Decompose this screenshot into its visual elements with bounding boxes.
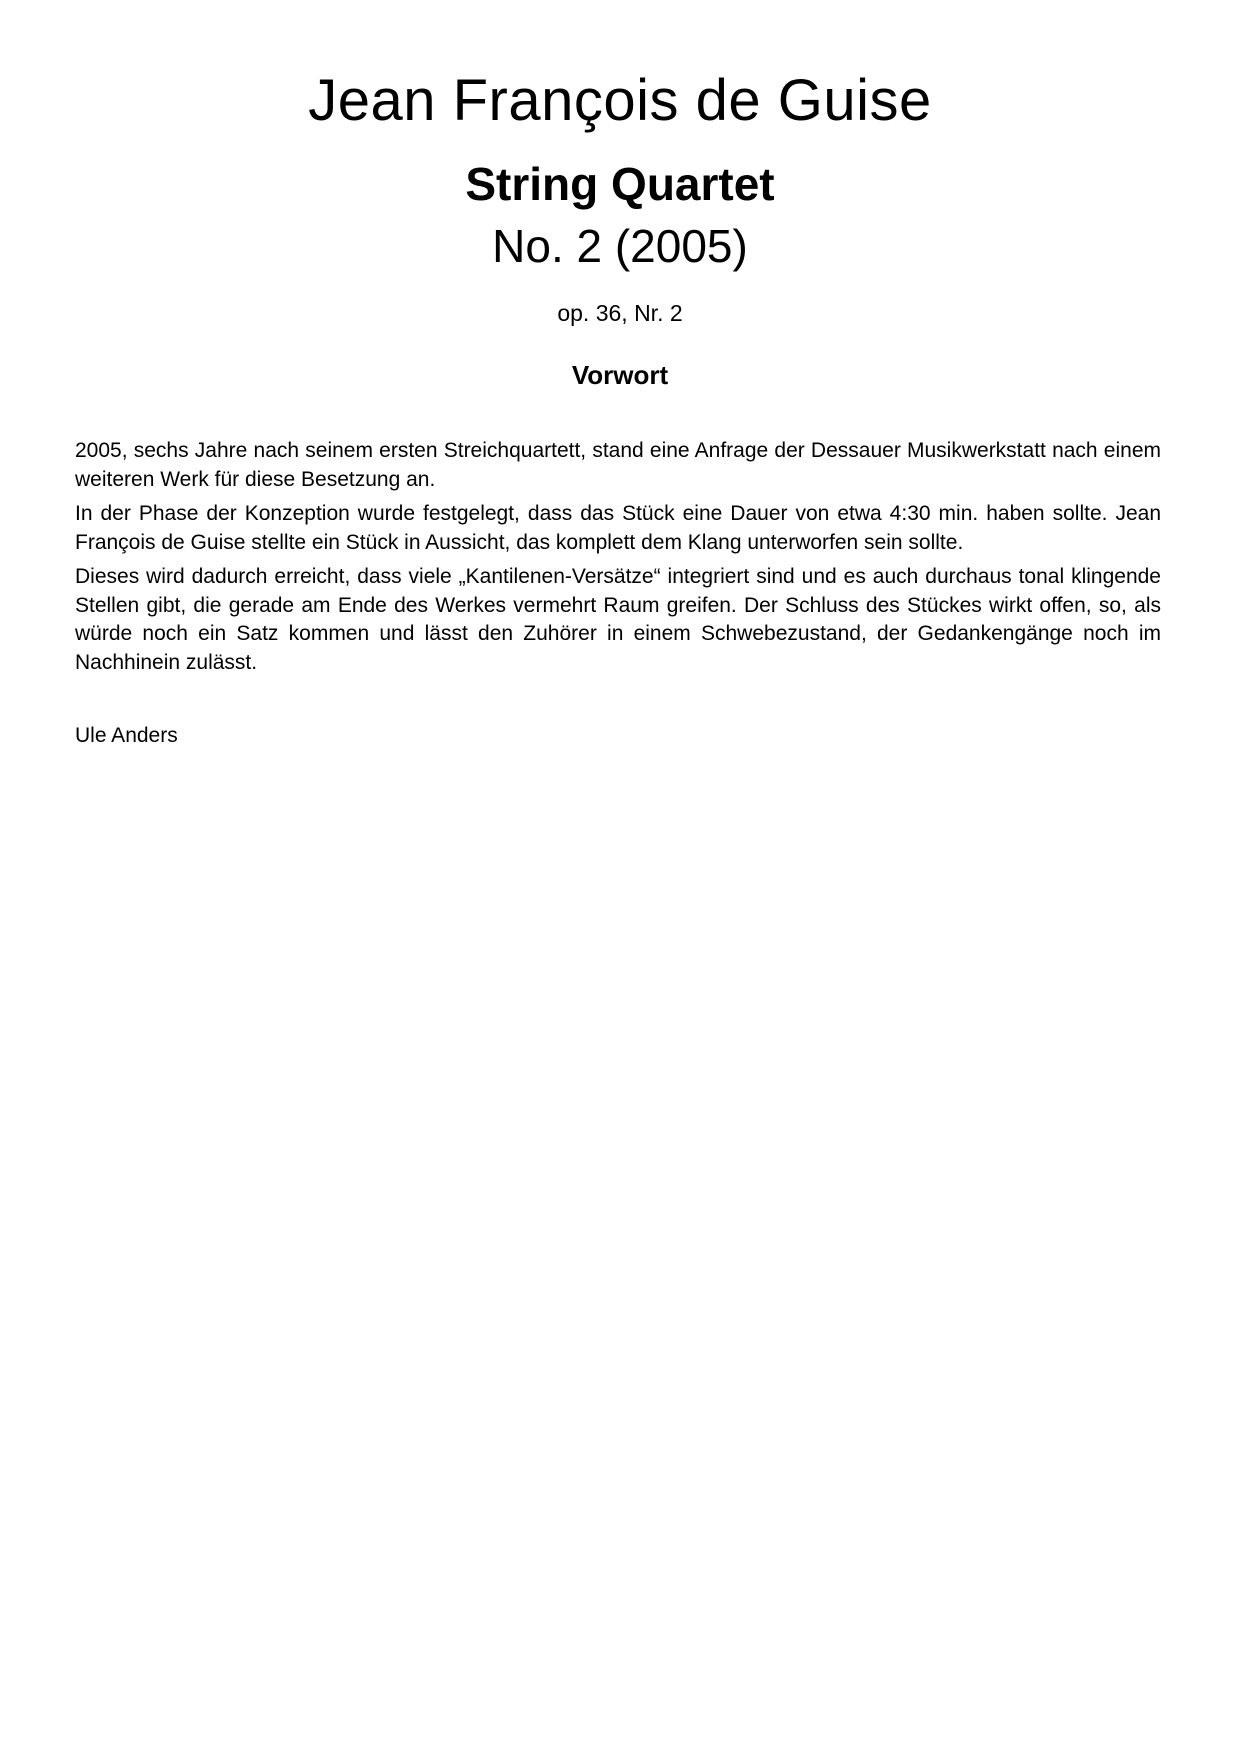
opus-number: op. 36, Nr. 2 bbox=[557, 300, 683, 326]
preface-author: Ule Anders bbox=[75, 724, 178, 747]
preface-heading: Vorwort bbox=[571, 360, 669, 390]
work-number: No. 2 (2005) bbox=[492, 220, 748, 272]
preface-paragraph-3: Dieses wird dadurch erreicht, dass viele „Kantilenen-Versätze“ integriert sind und es auch durchaus tonal klingende Stellen gibt, die gerade am Ende des Werkes vermehrt Raum greifen. Der Schluss des Stückes wirkt offen, so, als würde noch ein Satz kommen und lässt den Zuhörer in einem Schwebezustand, der Gedankengänge noch im Nachhinein zulässt. bbox=[75, 565, 1161, 674]
preface-paragraph-2: In der Phase der Konzeption wurde festgelegt, dass das Stück eine Dauer von etwa 4:30 min. haben sollte. Jean François de Guise stellte ein Stück in Aussicht, das komplett dem Klang unterworfen sein sollte. bbox=[75, 502, 1161, 554]
preface-paragraph-1: 2005, sechs Jahre nach seinem ersten Streichquartett, stand eine Anfrage der Dessauer Musikwerkstatt nach einem weiteren Werk für diese Besetzung an. bbox=[75, 439, 1161, 491]
preface-body bbox=[75, 437, 1161, 683]
work-title: String Quartet bbox=[465, 158, 775, 210]
composer-name: Jean François de Guise bbox=[308, 68, 932, 133]
